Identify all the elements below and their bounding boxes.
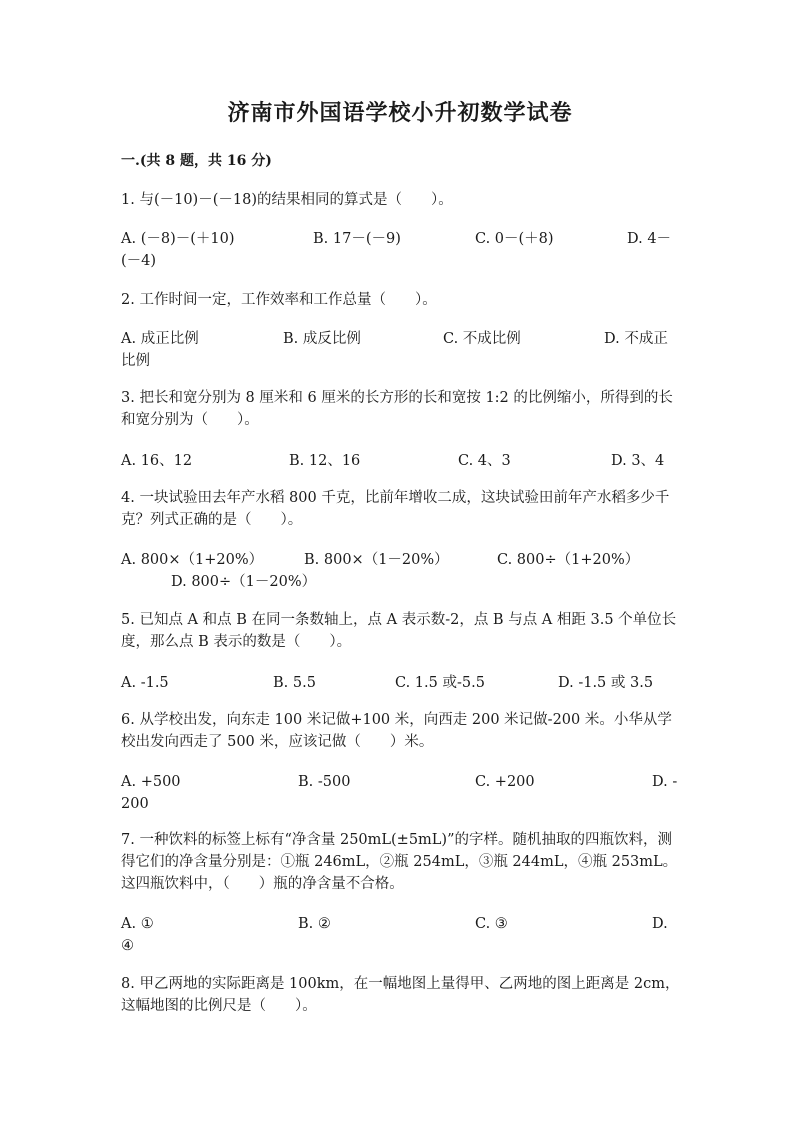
option-a: A. +500 — [121, 774, 181, 790]
option-b: B. 800×（1－20%） — [304, 552, 449, 568]
option-c: C. 4、3 — [458, 453, 511, 469]
option-d-continued: 比例 — [121, 353, 150, 369]
option-d: D. 不成正 — [604, 331, 668, 347]
option-b: B. 17－(－9) — [313, 231, 401, 247]
page-title: 济南市外国语学校小升初数学试卷 — [227, 100, 573, 126]
option-b: B. ② — [298, 916, 331, 932]
question-7-options — [121, 913, 681, 957]
question-7-stem: 7. 一种饮料的标签上标有“净含量 250mL(±5mL)”的字样。随机抽取的四瓶饮料，测得它们的净含量分别是：①瓶 246mL，②瓶 254mL，③瓶 244mL，④瓶 253mL。这四瓶饮料中，（ ）瓶的净含量不合格。 — [121, 832, 678, 892]
option-d: D. — [652, 916, 668, 932]
question-4-options — [121, 549, 681, 593]
question-1-options — [121, 228, 681, 272]
option-d-continued: ④ — [121, 938, 134, 954]
option-b: B. -500 — [298, 774, 351, 790]
question-2-options — [121, 328, 681, 372]
option-d: D. 800÷（1－20%） — [171, 574, 317, 590]
question-4-stem: 4. 一块试验田去年产水稻 800 千克，比前年增收二成，这块试验田前年产水稻多少千克？列式正确的是（ ）。 — [121, 490, 670, 528]
option-a: A. 16、12 — [121, 453, 193, 469]
option-c: C. 800÷（1+20%） — [497, 552, 640, 568]
question-8-stem: 8. 甲乙两地的实际距离是 100km，在一幅地图上量得甲、乙两地的图上距离是 2cm，这幅地图的比例尺是（ ）。 — [121, 976, 680, 1014]
option-d: D. 4－ — [627, 231, 672, 247]
option-d: D. 3、4 — [611, 453, 665, 469]
option-c: C. 0－(＋8) — [475, 231, 554, 247]
question-3-options — [121, 450, 681, 472]
section-heading: 一.(共 8 题，共 16 分) — [121, 153, 272, 169]
option-d: D. -1.5 或 3.5 — [558, 675, 654, 691]
question-5-stem: 5. 已知点 A 和点 B 在同一条数轴上，点 A 表示数-2，点 B 与点 A 相距 3.5 个单位长度，那么点 B 表示的数是（ ）。 — [121, 612, 677, 650]
option-c: C. +200 — [475, 774, 535, 790]
option-a: A. (－8)－(＋10) — [121, 231, 235, 247]
question-6-stem: 6. 从学校出发，向东走 100 米记做+100 米，向西走 200 米记做-200 米。小华从学校出发向西走了 500 米，应该记做（ ）米。 — [121, 712, 672, 750]
option-d-continued: 200 — [121, 796, 149, 812]
question-1-stem: 1. 与(－10)－(－18)的结果相同的算式是（ ）。 — [121, 192, 453, 208]
option-a: A. 成正比例 — [121, 331, 199, 347]
question-3-stem: 3. 把长和宽分别为 8 厘米和 6 厘米的长方形的长和宽按 1:2 的比例缩小，所得到的长和宽分别为（ ）。 — [121, 390, 673, 428]
option-d-continued: (－4) — [121, 253, 157, 269]
option-a: A. 800×（1+20%） — [121, 552, 264, 568]
option-b: B. 成反比例 — [283, 331, 361, 347]
option-b: B. 12、16 — [289, 453, 361, 469]
option-c: C. 1.5 或-5.5 — [395, 675, 485, 691]
option-c: C. 不成比例 — [443, 331, 521, 347]
option-a: A. -1.5 — [121, 675, 169, 691]
question-5-options — [121, 672, 681, 694]
question-6-options — [121, 771, 681, 815]
option-a: A. ① — [121, 916, 154, 932]
question-2-stem: 2. 工作时间一定，工作效率和工作总量（ ）。 — [121, 292, 437, 308]
option-d: D. - — [652, 774, 678, 790]
option-c: C. ③ — [475, 916, 508, 932]
option-b: B. 5.5 — [273, 675, 316, 691]
